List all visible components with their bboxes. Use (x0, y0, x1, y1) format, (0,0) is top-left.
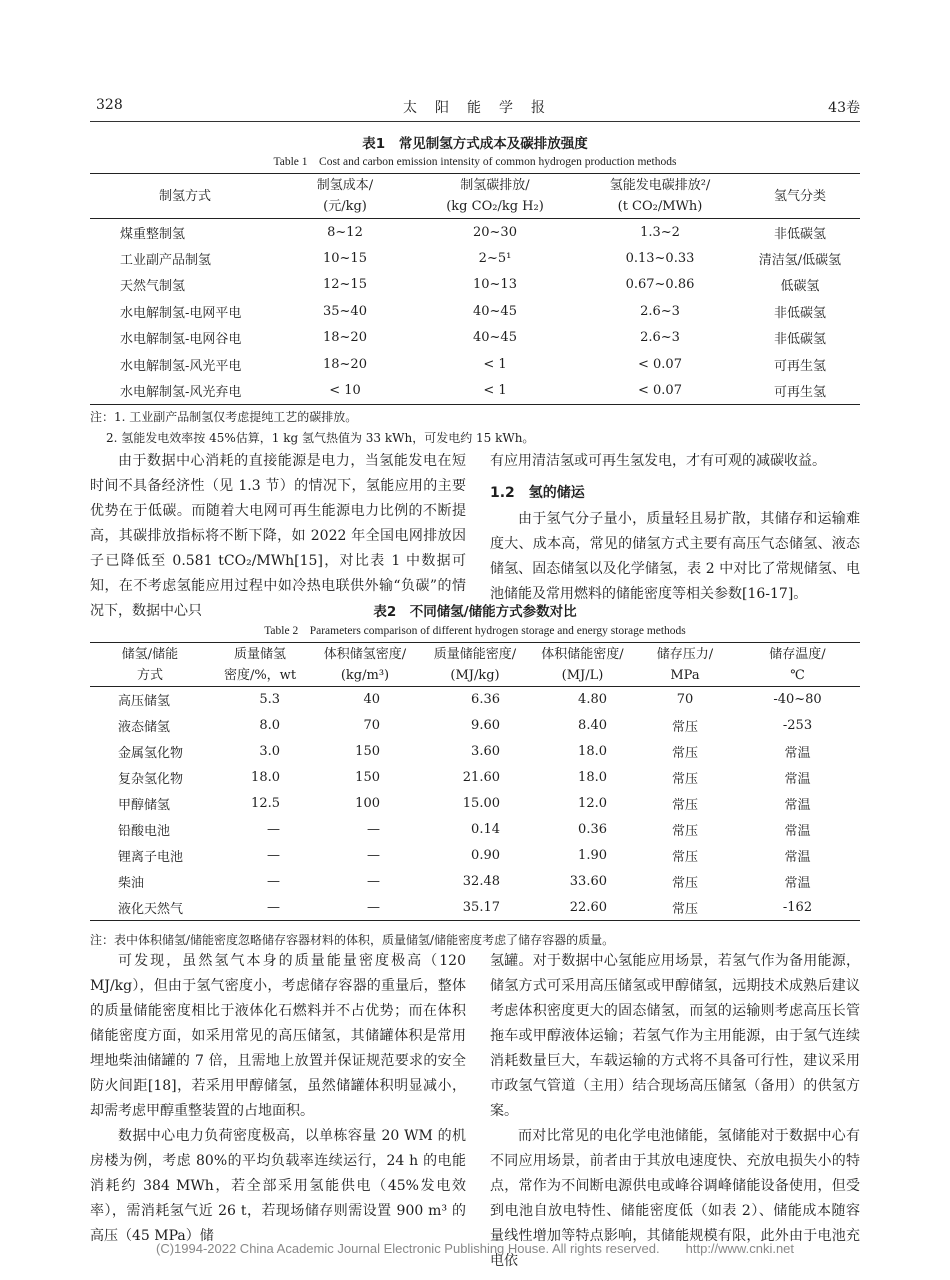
table-cell: 煤重整制氢 (120, 226, 186, 242)
table-cell: 0.13~0.33 (625, 250, 695, 266)
table-cell: 甲醇储氢 (118, 798, 171, 813)
table-cell: 20~30 (473, 224, 517, 240)
table-cell: 常温 (784, 824, 811, 839)
table-cell: 8~12 (327, 224, 363, 240)
table-row (90, 765, 860, 791)
table-cell: 18~20 (323, 356, 367, 372)
table-cell: 70 (676, 692, 694, 708)
header-rule (90, 121, 860, 122)
table-cell: 水电解制氢-电网平电 (120, 305, 242, 321)
table-cell: 2.6~3 (640, 303, 680, 319)
table-cell: < 0.07 (638, 356, 682, 372)
table-cell: 9.60 (471, 718, 500, 733)
table1-caption-en: Table 1 Cost and carbon emission intensity of common hydrogen production methods (273, 156, 677, 168)
table-cell: 150 (355, 770, 380, 785)
table-cell: 10~15 (323, 250, 367, 266)
table-cell: 35~40 (323, 303, 367, 319)
table-cell: 常温 (784, 876, 811, 891)
column-header: 体积储能密度/ (MJ/L) (530, 643, 635, 687)
table-cell: — (310, 895, 420, 921)
table-cell: 40~45 (473, 303, 517, 319)
table-cell: 1.90 (578, 848, 607, 863)
table-cell: 柴油 (118, 876, 145, 891)
volume-label: 43卷 (828, 100, 860, 116)
table-cell: 40~45 (473, 330, 517, 346)
table-row (90, 895, 860, 921)
table-cell: 可再生氢 (740, 378, 860, 405)
column-header: 氢气分类 (740, 174, 860, 219)
table-cell: 15.00 (462, 796, 500, 811)
table-cell: — (367, 822, 380, 837)
column-header: 氢能发电碳排放²/ (t CO₂/MWh) (580, 174, 740, 219)
table-cell: 水电解制氢-电网谷电 (120, 332, 242, 348)
table-row (90, 378, 860, 405)
table-row (90, 219, 860, 246)
column-header: 质量储能密度/ (MJ/kg) (420, 643, 530, 687)
paragraph: 数据中心电力负荷密度极高，以单栋容量 20 WM 的机房楼为例，考虑 80%的平均负载率连续运行，24 h 的电能消耗约 384 MWh，若全部采用氢能供电（45%发电效率），需消耗氢气近 26 t，若现场储存则需设置 900 m³ 的高压（45 MPa）储 (90, 1128, 466, 1244)
table-cell: 可再生氢 (773, 358, 826, 374)
table-cell: 水电解制氢-风光弃电 (90, 378, 280, 405)
table-cell: 常压 (671, 850, 698, 865)
table-cell: 5.3 (259, 692, 280, 708)
table-cell: 铅酸电池 (118, 824, 171, 839)
table-cell: 12.0 (578, 796, 607, 811)
paragraph-continuation: 氢罐。对于数据中心氢能应用场景，若氢气作为备用能源，储氢方式可采用高压储氢或甲醇储氢，远期技术成熟后建议考虑体积密度更大的固态储氢，而氢的运输则考虑高压长管拖车或甲醇液体运输；若氢气作为主用能源，由于氢气连续消耗数量巨大，车载运输的方式将不具备可行性，建议采用市政氢气管道（主用）结合现场高压储氢（备用）的供氢方案。 (490, 953, 860, 1119)
table-row (90, 351, 860, 378)
table-row (90, 843, 860, 869)
table-cell: < 1 (410, 378, 580, 405)
table-cell: 0.36 (578, 822, 607, 837)
table-cell: 常压 (671, 772, 698, 787)
right-column-2 (490, 949, 860, 1274)
table-cell: 常温 (784, 746, 811, 761)
table-cell: 非低碳氢 (773, 305, 826, 321)
table-cell: 12.5 (251, 796, 280, 811)
column-header: 制氢成本/ (元/kg) (280, 174, 410, 219)
table-cell: 低碳氢 (780, 279, 820, 295)
table-cell: < 10 (280, 378, 410, 405)
table-cell: 2.6~3 (640, 330, 680, 346)
table-cell: 150 (355, 744, 380, 759)
table-cell: 32.48 (462, 874, 500, 889)
table-row (90, 325, 860, 352)
table-cell: 液化天然气 (90, 895, 210, 921)
table2-caption-cn: 表2 不同储氢/储能方式参数对比 (373, 604, 577, 620)
table1-caption-cn: 表1 常见制氢方式成本及碳排放强度 (362, 136, 588, 152)
table-cell: 液态储氢 (118, 720, 171, 735)
table-cell: 常压 (671, 824, 698, 839)
table-row (90, 869, 860, 895)
table-cell: 2~5¹ (478, 250, 512, 266)
table-cell: 天然气制氢 (120, 279, 186, 295)
table-cell: -162 (735, 895, 860, 921)
table-cell: — (267, 874, 280, 889)
table1 (90, 173, 860, 405)
table-cell: 非低碳氢 (773, 332, 826, 348)
table1-note-1: 注：1. 工业副产品制氢仅考虑提纯工艺的碳排放。 (90, 410, 358, 424)
table-cell: 常压 (671, 746, 698, 761)
table-cell: — (367, 874, 380, 889)
column-header: 储氢/储能 方式 (90, 643, 210, 687)
table-cell: -253 (782, 718, 813, 733)
table-cell: 常温 (784, 798, 811, 813)
right-column-1 (490, 449, 860, 474)
table2 (90, 642, 860, 921)
table-cell: 10~13 (473, 277, 517, 293)
table-cell: — (267, 848, 280, 863)
table-cell: 1.3~2 (640, 224, 680, 240)
table-cell: 100 (355, 796, 380, 811)
table-cell: 工业副产品制氢 (120, 252, 212, 268)
table-cell: 21.60 (462, 770, 500, 785)
table-row (90, 245, 860, 272)
table-cell: 0.90 (471, 848, 500, 863)
table-cell: 清洁氢/低碳氢 (758, 252, 842, 268)
table-cell: 非低碳氢 (773, 226, 826, 242)
table1-header-row (90, 174, 860, 219)
table-row (90, 791, 860, 817)
table-cell: -40~80 (773, 692, 822, 708)
table-cell: < 1 (483, 356, 507, 372)
table-cell: — (210, 895, 310, 921)
table-cell: 常压 (635, 895, 735, 921)
table-cell: 18.0 (251, 770, 280, 785)
table1-note-2: 2. 氢能发电效率按 45%估算，1 kg 氢气热值为 33 kWh，可发电约 15 kWh。 (106, 431, 535, 445)
column-header: 制氢碳排放/ (kg CO₂/kg H₂) (410, 174, 580, 219)
table-cell: 8.40 (578, 718, 607, 733)
table2-header-row (90, 643, 860, 687)
table-cell: 18~20 (323, 330, 367, 346)
table-cell: 水电解制氢-风光平电 (120, 358, 242, 374)
table-cell: — (267, 822, 280, 837)
table2-caption-en: Table 2 Parameters comparison of different hydrogen storage and energy storage methods (264, 625, 686, 637)
table-cell: 70 (363, 718, 380, 733)
table-cell: 金属氢化物 (118, 746, 184, 761)
paragraph: 而对比常见的电化学电池储能，氢储能对于数据中心有不同应用场景，前者由于其放电速度快、充放电损失小的特点，常作为不间断电源供电或峰谷调峰储能设备使用，但受到电池自放电特性、储能密度低（如表 2）、储能成本随容量线性增加等特点影响，其储能规模有限，此外由于电池充电依 (490, 1128, 860, 1269)
table-cell: 33.60 (569, 874, 607, 889)
table-cell: 3.60 (471, 744, 500, 759)
left-column-1 (90, 449, 466, 624)
column-header: 储存压力/ MPa (635, 643, 735, 687)
column-header: 储存温度/ ℃ (735, 643, 860, 687)
page-number: 328 (96, 97, 123, 113)
paragraph: 可发现，虽然氢气本身的质量能量密度极高（120 MJ/kg），但由于氢气密度小，考虑储存容器的重量后，整体的质量储能密度相比于液体化石燃料并不占优势；而在体积储能密度方面，如采用常见的高压储氢，其储罐体积是常用埋地柴油储罐的 7 倍，且需地上放置并保证规范要求的安全防火间距[18]，若采用甲醇储氢，虽然储罐体积明显减小，却需考虑甲醇重整装置的占地面积。 (90, 953, 466, 1119)
column-header: 制氢方式 (90, 174, 280, 219)
table-cell: 18.0 (578, 770, 607, 785)
table-cell: 0.14 (471, 822, 500, 837)
table-cell: 12~15 (323, 277, 367, 293)
table-cell: 常压 (671, 720, 698, 735)
table-cell: 22.60 (530, 895, 635, 921)
table-cell: 35.17 (420, 895, 530, 921)
column-header: 质量储氢 密度/%，wt (210, 643, 310, 687)
journal-title: 太 阳 能 学 报 (403, 100, 547, 116)
table-cell: 锂离子电池 (118, 850, 184, 865)
copyright-footer: (C)1994-2022 China Academic Journal Electronic Publishing House. All rights reserved. http://www.cnki.net (155, 1241, 795, 1256)
table-cell: 复杂氢化物 (118, 772, 184, 787)
right-column-1-body (490, 507, 860, 607)
table-cell: 4.80 (578, 692, 607, 708)
table-cell: 8.0 (259, 718, 280, 733)
section-heading-1-2: 1.2 氢的储运 (490, 485, 585, 501)
table-cell: 6.36 (471, 692, 500, 708)
table-cell: 常压 (671, 876, 698, 891)
column-header: 体积储氢密度/ (kg/m³) (310, 643, 420, 687)
table-row (90, 713, 860, 739)
table-cell: 常温 (784, 772, 811, 787)
table-cell: < 0.07 (580, 378, 740, 405)
table-cell: 40 (363, 692, 380, 708)
table-row (90, 739, 860, 765)
paragraph: 由于氢气分子量小，质量轻且易扩散，其储存和运输难度大、成本高，常见的储氢方式主要有高压气态储氢、液态储氢、固态储氢以及化学储氢，表 2 中对比了常规储氢、电池储能及常用燃料的储能密度等相关参数[16-17]。 (490, 511, 860, 602)
left-column-2 (90, 949, 466, 1249)
table-cell: 常温 (784, 850, 811, 865)
paragraph-continuation: 有应用清洁氢或可再生氢发电，才有可观的减碳收益。 (490, 453, 826, 469)
table-row (90, 298, 860, 325)
table2-note: 注：表中体积储氢/储能密度忽略储存容器材料的体积，质量储氢/储能密度考虑了储存容器的质量。 (90, 933, 615, 947)
table-cell: — (367, 848, 380, 863)
table-row (90, 687, 860, 713)
table-cell: 3.0 (259, 744, 280, 759)
paragraph: 由于数据中心消耗的直接能源是电力，当氢能发电在短时间不具备经济性（见 1.3 节）的情况下，氢能应用的主要优势在于低碳。而随着大电网可再生能源电力比例的不断提高，其碳排放指标将不断下降，如 2022 年全国电网排放因子已降低至 0.581 tCO₂/MWh[15]，对比表 1 中数据可知，在不考虑氢能应用过程中如冷热电联供外输“负碳”的情况下，数据中心只 (90, 453, 466, 619)
table-cell: 常压 (671, 798, 698, 813)
table-row (90, 272, 860, 299)
table-row (90, 817, 860, 843)
table-cell: 0.67~0.86 (625, 277, 695, 293)
table-cell: 高压储氢 (118, 694, 171, 710)
table-cell: 18.0 (578, 744, 607, 759)
